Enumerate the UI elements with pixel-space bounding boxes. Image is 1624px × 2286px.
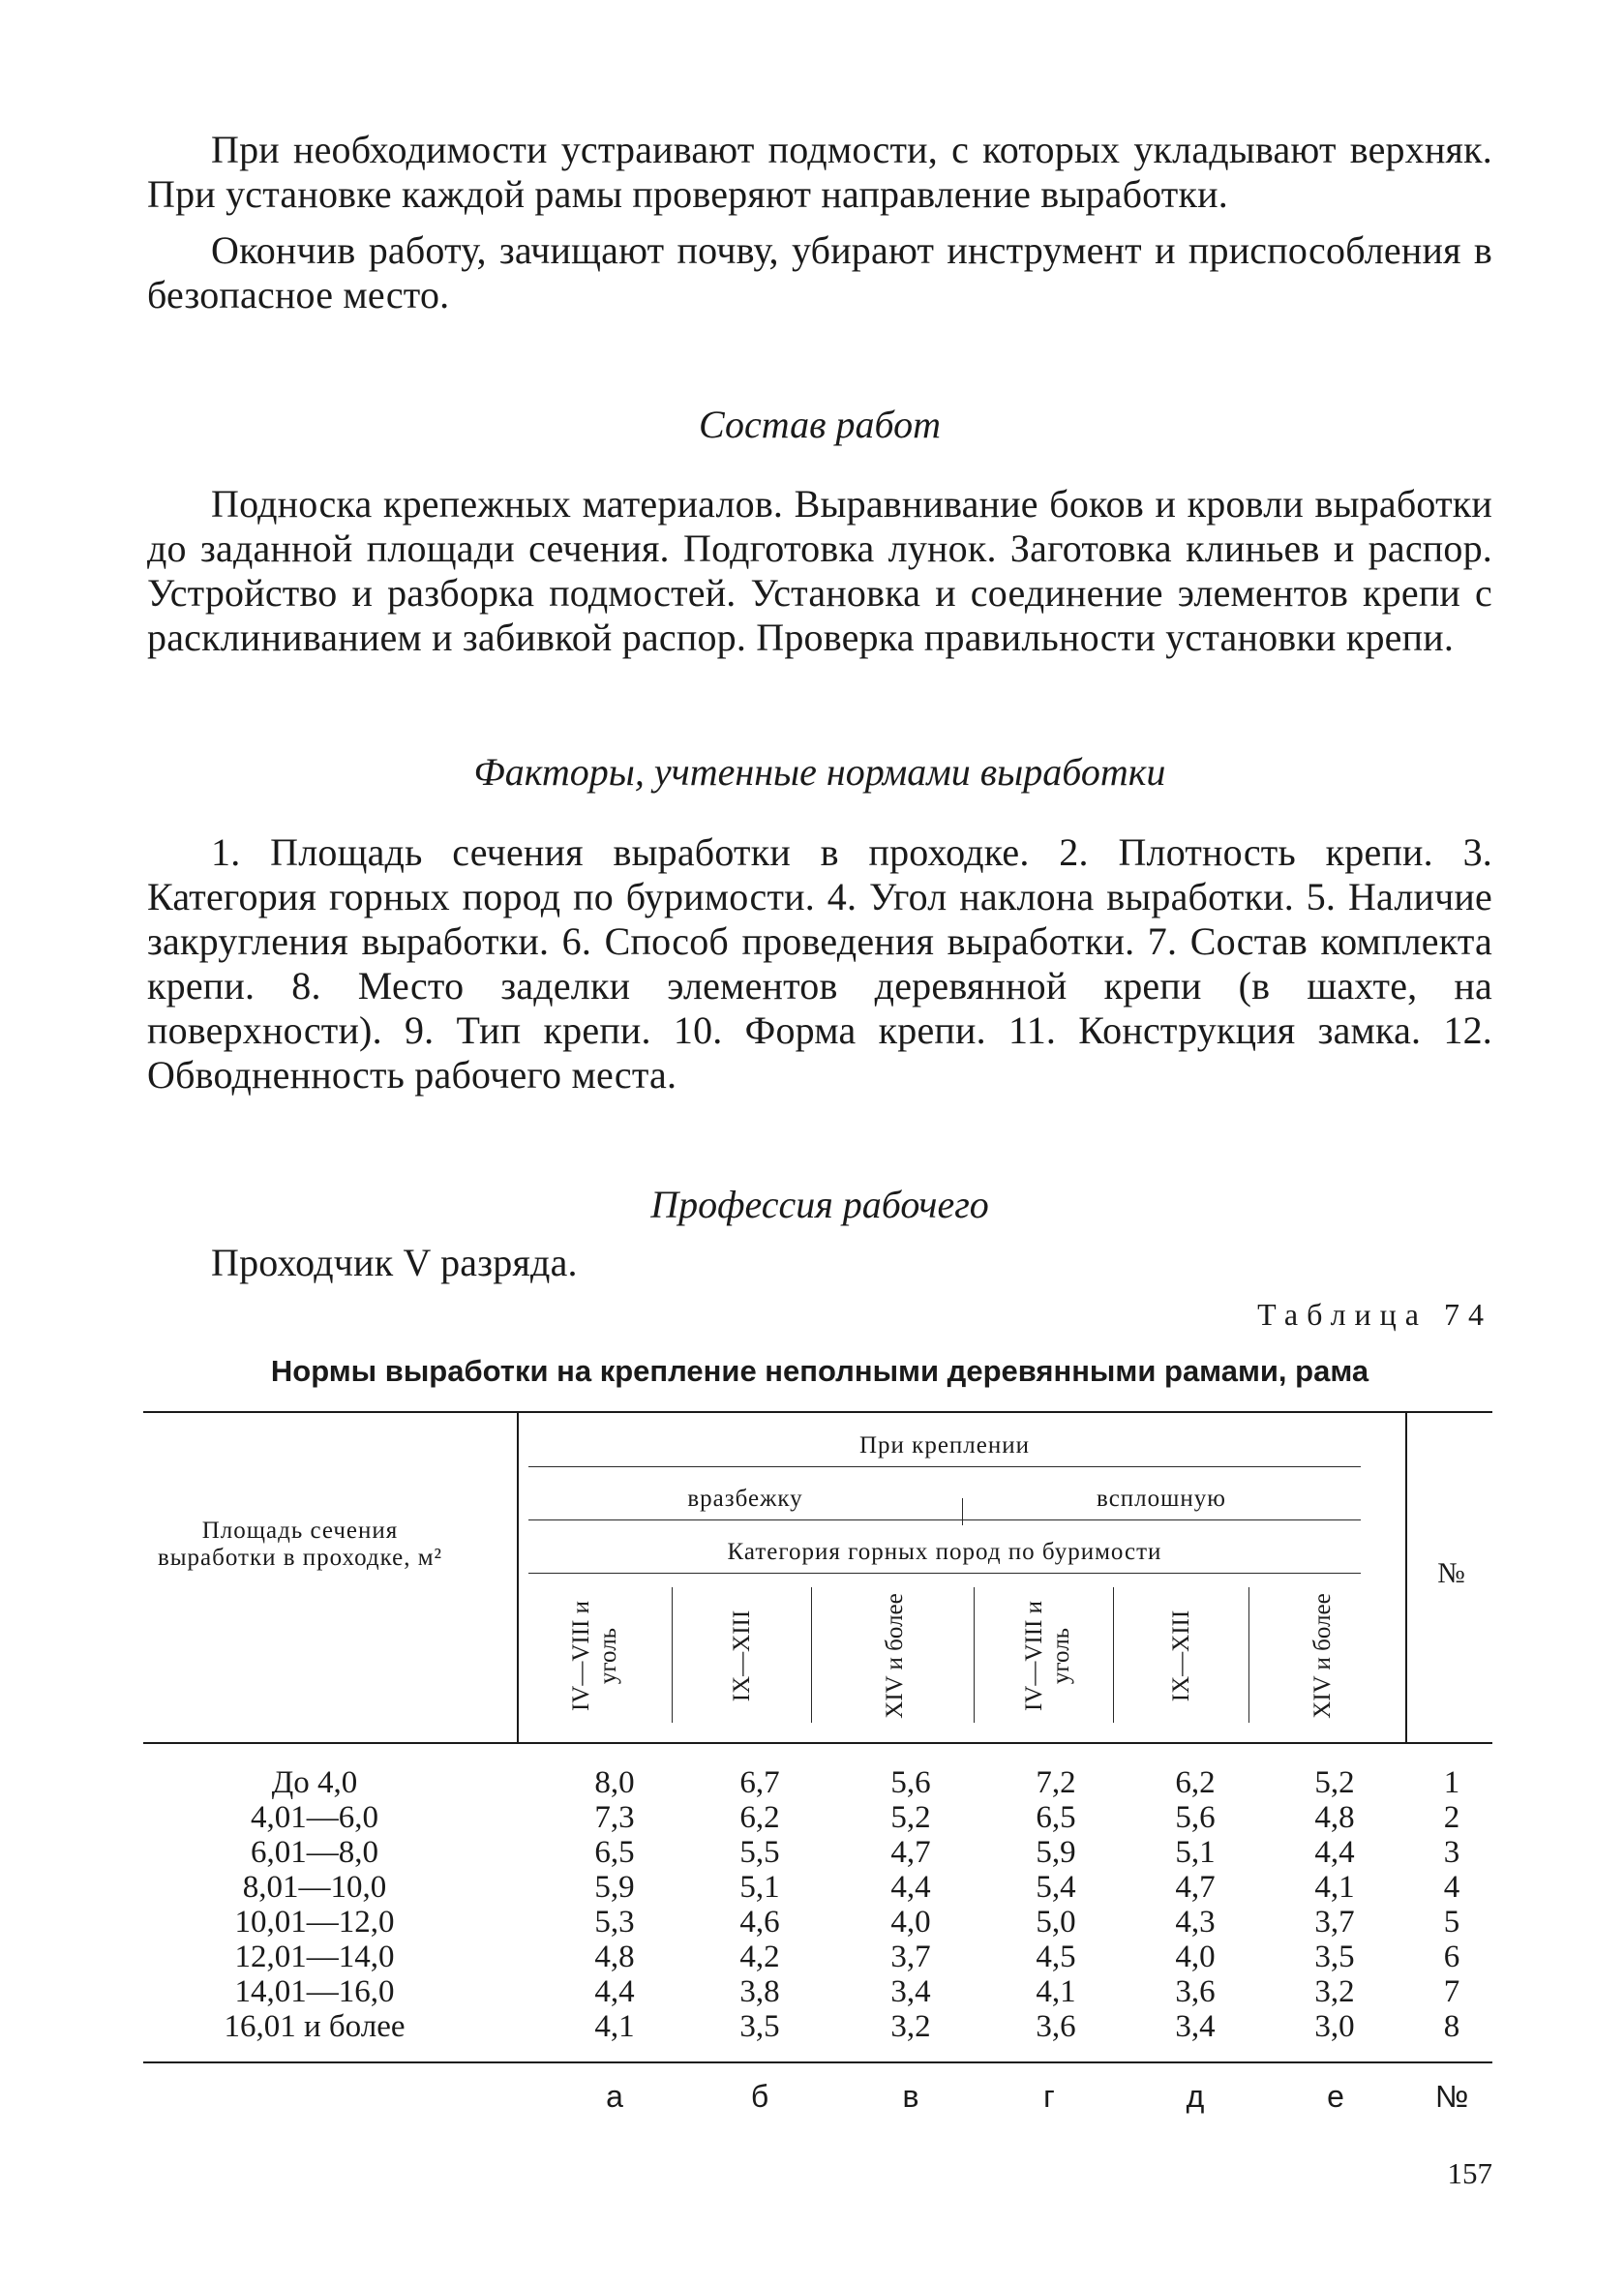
heading-factors: Факторы, учтенные нормами выработки [473,750,1166,794]
column-letter-a: а [606,2079,623,2114]
number-column-header: № [1437,1557,1466,1589]
row-8-col-e: 3,4 [1175,2009,1216,2044]
number-column-divider [1405,1411,1407,1742]
row-6-col-f: 3,5 [1314,1940,1355,1974]
row-4-col-c: 4,4 [890,1870,931,1905]
column-header-e: IX—XIII [1168,1609,1194,1702]
row-8-col-d: 3,6 [1036,2009,1076,2044]
row-3-col-c: 4,7 [890,1835,931,1870]
row-7-col-b: 3,8 [739,1974,780,2009]
row-7-col-a: 4,4 [594,1974,635,2009]
row-6-col-e: 4,0 [1175,1940,1216,1974]
paragraph-cleanup: Окончив работу, зачищают почву, убирают инструмент и приспособления в безопасное место. [147,228,1492,316]
row-5-area: 10,01—12,0 [234,1905,395,1940]
heading-profession: Профессия рабочего [650,1183,989,1226]
column-header-c: XIV и более [882,1593,908,1719]
column-divider-3 [974,1587,975,1723]
stub-divider [517,1411,519,1742]
row-2-col-a: 7,3 [594,1800,635,1835]
row-8-area: 16,01 и более [224,2009,406,2044]
row-5-number: 5 [1443,1905,1460,1940]
paragraph-work-composition: Подноска крепежных материалов. Выравнивание боков и кровли выработки до заданной площади сечения. Подготовка лунок. Заготовка клиньев и распор. Устройство и разборка подмостей. Установка и соединение элементов крепи с расклиниванием и забивкой распор. Проверка правильности установки крепи. [147,482,1492,659]
row-4-col-b: 5,1 [739,1870,780,1905]
row-1-col-c: 5,6 [890,1765,931,1800]
row-6-col-b: 4,2 [739,1940,780,1974]
row-5-col-d: 5,0 [1036,1905,1076,1940]
row-4-area: 8,01—10,0 [242,1870,387,1905]
subgroup-header-spaced: вразбежку [687,1486,803,1512]
row-4-col-e: 4,7 [1175,1870,1216,1905]
row-3-number: 3 [1443,1835,1460,1870]
group-header: При креплении [858,1432,1030,1459]
subgroup-header-rule [528,1519,1361,1520]
column-letter-e: д [1186,2079,1205,2114]
row-1-col-a: 8,0 [594,1765,635,1800]
column-divider-2 [811,1587,812,1723]
row-6-number: 6 [1443,1940,1460,1974]
row-5-col-f: 3,7 [1314,1905,1355,1940]
table-bottom-rule [143,2061,1492,2063]
row-7-area: 14,01—16,0 [234,1974,395,2009]
table-top-rule [143,1411,1492,1413]
row-8-col-b: 3,5 [739,2009,780,2044]
row-1-col-f: 5,2 [1314,1765,1355,1800]
row-2-number: 2 [1443,1800,1460,1835]
column-letter-f: е [1327,2079,1344,2114]
table-header-rule [143,1742,1492,1744]
row-2-col-b: 6,2 [739,1800,780,1835]
paragraph-factors: 1. Площадь сечения выработки в проходке. 2. Плотность крепи. 3. Категория горных пород по буримости. 4. Угол наклона выработки. 5. Наличие закругления выработки. 6. Способ проведения выработки. 7. Состав комплекта крепи. 8. Место заделки элементов деревянной крепи (в шахте, на поверхности). 9. Тип крепи. 10. Форма крепи. 11. Конструкция замка. 12. Обводненность рабочего места. [147,830,1492,1097]
column-header-f: XIV и более [1309,1593,1336,1719]
row-6-area: 12,01—14,0 [234,1940,395,1974]
row-7-col-c: 3,4 [890,1974,931,2009]
row-8-col-c: 3,2 [890,2009,931,2044]
table-label: Таблица 74 [1257,1297,1492,1332]
row-5-col-e: 4,3 [1175,1905,1216,1940]
column-letter-d: г [1043,2079,1055,2114]
column-divider-5 [1248,1587,1249,1723]
profession-text [147,1241,1492,1285]
row-5-col-a: 5,3 [594,1905,635,1940]
row-8-col-f: 3,0 [1314,2009,1355,2044]
column-header-a: IV—VIII и уголь [568,1600,621,1712]
column-header-b: IX—XIII [729,1609,755,1702]
category-header: Категория горных пород по буримости [727,1539,1162,1565]
row-2-col-e: 5,6 [1175,1800,1216,1835]
column-header-d: IV—VIII и уголь [1021,1600,1074,1712]
row-1-col-b: 6,7 [739,1765,780,1800]
row-2-area: 4,01—6,0 [251,1800,378,1835]
row-4-number: 4 [1443,1870,1460,1905]
row-8-col-a: 4,1 [594,2009,635,2044]
row-3-col-f: 4,4 [1314,1835,1355,1870]
row-3-col-e: 5,1 [1175,1835,1216,1870]
factors-text [147,830,1492,1098]
row-4-col-d: 5,4 [1036,1870,1076,1905]
row-7-col-f: 3,2 [1314,1974,1355,2009]
row-4-col-a: 5,9 [594,1870,635,1905]
heading-work-composition: Состав работ [699,403,941,446]
row-2-col-f: 4,8 [1314,1800,1355,1835]
paragraph-profession: Проходчик V разряда. [211,1241,578,1284]
group-header-rule [528,1466,1361,1467]
category-header-rule [528,1573,1361,1574]
row-3-col-d: 5,9 [1036,1835,1076,1870]
column-letter-number: № [1434,2079,1469,2114]
row-4-col-f: 4,1 [1314,1870,1355,1905]
intro-text [147,128,1492,317]
row-2-col-d: 6,5 [1036,1800,1076,1835]
column-divider-1 [672,1587,673,1723]
row-1-number: 1 [1443,1765,1460,1800]
stub-header: Площадь сечения выработки в проходке, м² [157,1518,443,1571]
row-7-number: 7 [1443,1974,1460,2009]
row-5-col-c: 4,0 [890,1905,931,1940]
column-letter-b: б [750,2079,769,2114]
row-8-number: 8 [1443,2009,1460,2044]
row-3-col-a: 6,5 [594,1835,635,1870]
row-6-col-d: 4,5 [1036,1940,1076,1974]
column-divider-4 [1113,1587,1114,1723]
row-1-col-e: 6,2 [1175,1765,1216,1800]
row-6-col-a: 4,8 [594,1940,635,1974]
paragraph-scaffolding: При необходимости устраивают подмости, с которых укладывают верхняк. При установке каждой рамы проверяют направление выработки. [147,128,1492,216]
row-1-area: До 4,0 [271,1765,358,1800]
row-7-col-d: 4,1 [1036,1974,1076,2009]
row-6-col-c: 3,7 [890,1940,931,1974]
work-composition-text [147,482,1492,660]
subgroup-header-solid: всплошную [1097,1486,1226,1512]
row-2-col-c: 5,2 [890,1800,931,1835]
row-1-col-d: 7,2 [1036,1765,1076,1800]
table-title: Нормы выработки на крепление неполными деревянными рамами, рама [270,1354,1369,1388]
row-3-col-b: 5,5 [739,1835,780,1870]
page-number: 157 [1447,2156,1492,2190]
row-7-col-e: 3,6 [1175,1974,1216,2009]
row-3-area: 6,01—8,0 [251,1835,378,1870]
row-5-col-b: 4,6 [739,1905,780,1940]
column-letter-c: в [902,2079,919,2114]
